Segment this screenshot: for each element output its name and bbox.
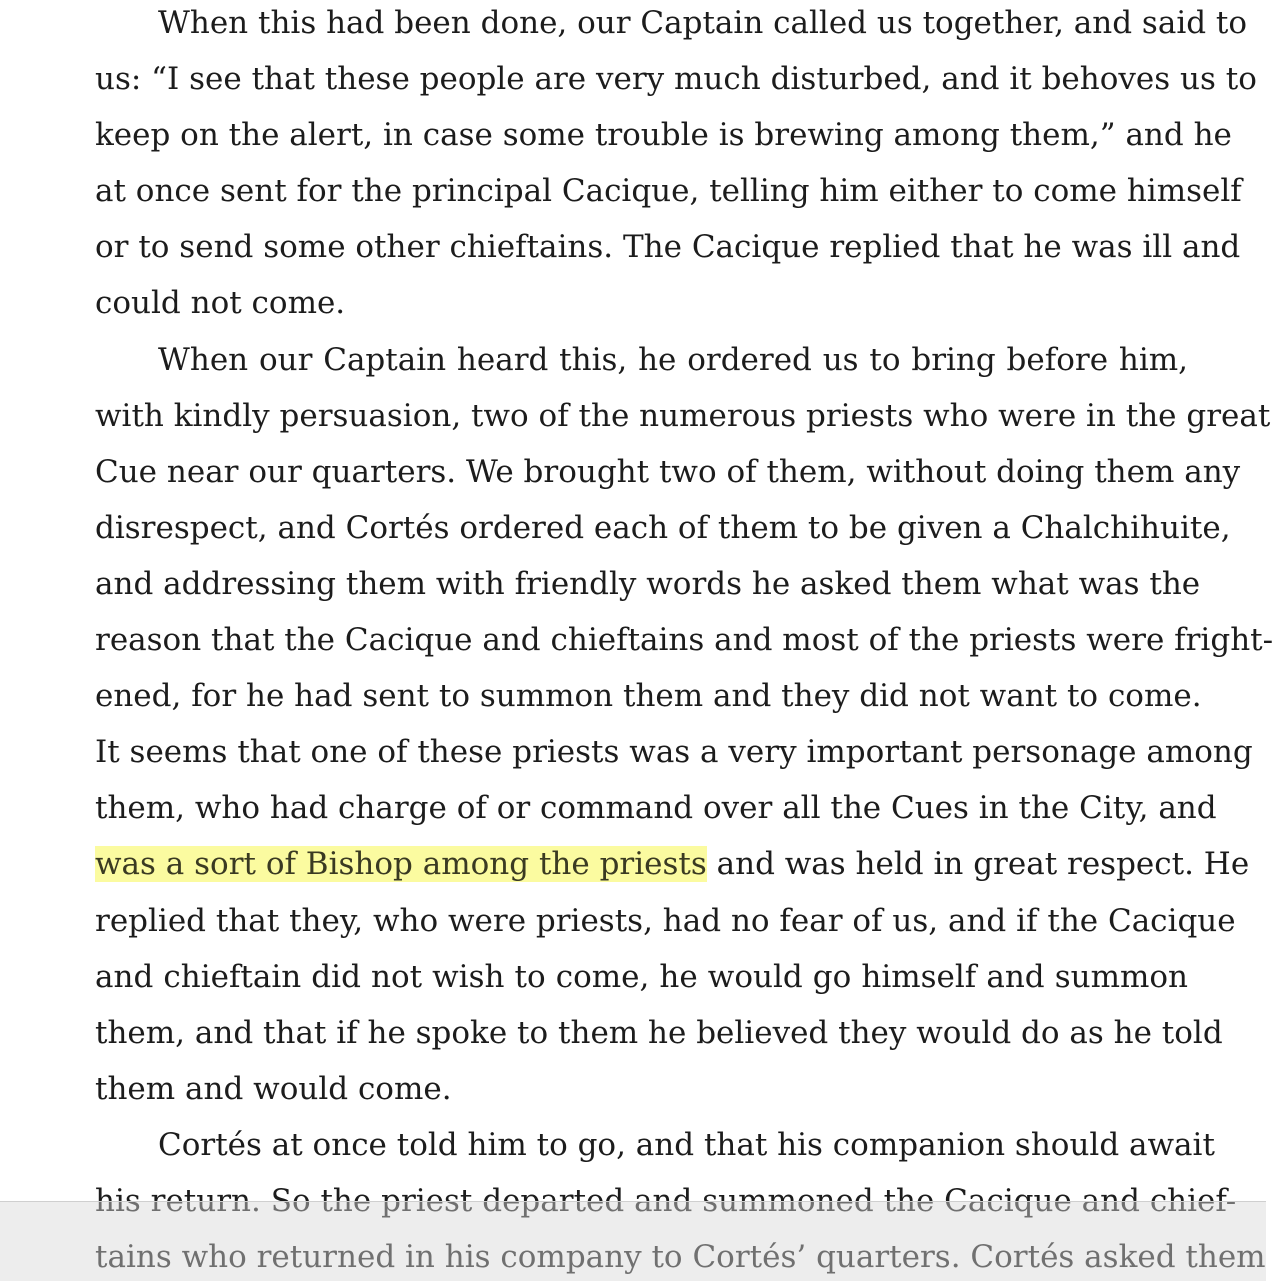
text-line[interactable]: keep on the alert, in case some trouble is brewing among them,” and he bbox=[95, 117, 1232, 154]
text-line[interactable]: at once sent for the principal Cacique, telling him either to come himself bbox=[95, 173, 1242, 210]
text-line[interactable]: or to send some other chieftains. The Cacique replied that he was ill and bbox=[95, 229, 1241, 266]
text-line[interactable]: Cue near our quarters. We brought two of them, without doing them any bbox=[95, 453, 1241, 490]
text-line[interactable]: and addressing them with friendly words he asked them what was the bbox=[95, 565, 1201, 602]
book-text bbox=[95, 0, 1273, 1285]
text-line[interactable]: Cortés at once told him to go, and that his companion should await bbox=[158, 1126, 1215, 1163]
text-line[interactable]: replied that they, who were priests, had no fear of us, and if the Cacique bbox=[95, 902, 1236, 939]
text-line[interactable]: reason that the Cacique and chieftains and most of the priests were fright- bbox=[95, 622, 1273, 659]
text-line-with-highlight[interactable] bbox=[95, 836, 1250, 892]
text-line[interactable]: could not come. bbox=[95, 285, 346, 322]
text-line[interactable]: disrespect, and Cortés ordered each of them to be given a Chalchihuite, bbox=[95, 509, 1231, 546]
text-line[interactable]: ened, for he had sent to summon them and they did not want to come. bbox=[95, 678, 1202, 715]
paragraph-2 bbox=[95, 332, 1273, 1117]
text-line[interactable]: When our Captain heard this, he ordered us to bring before him, bbox=[158, 341, 1188, 378]
text-line[interactable]: them, and that if he spoke to them he believed they would do as he told bbox=[95, 1014, 1223, 1051]
text-line[interactable]: them and would come. bbox=[95, 1070, 452, 1107]
text-span: and was held in great respect. He bbox=[706, 846, 1250, 883]
text-line[interactable]: It seems that one of these priests was a very important personage among bbox=[95, 734, 1253, 771]
text-line[interactable]: them, who had charge of or command over all the Cues in the City, and bbox=[95, 790, 1217, 827]
text-line[interactable]: tains who returned in his company to Cortés’ quarters. Cortés asked them bbox=[95, 1239, 1266, 1276]
text-line[interactable]: us: “I see that these people are very much disturbed, and it behoves us to bbox=[95, 61, 1257, 98]
highlighted-passage[interactable]: was a sort of Bishop among the priests bbox=[95, 846, 707, 883]
text-line[interactable]: with kindly persuasion, two of the numerous priests who were in the great bbox=[95, 397, 1271, 434]
paragraph-1 bbox=[95, 0, 1257, 332]
text-line[interactable]: and chieftain did not wish to come, he would go himself and summon bbox=[95, 958, 1188, 995]
text-line[interactable]: When this had been done, our Captain called us together, and said to bbox=[158, 5, 1248, 41]
text-line[interactable]: his return. So the priest departed and summoned the Cacique and chief- bbox=[95, 1182, 1237, 1219]
bottom-toolbar-overlay[interactable] bbox=[0, 1201, 1266, 1281]
